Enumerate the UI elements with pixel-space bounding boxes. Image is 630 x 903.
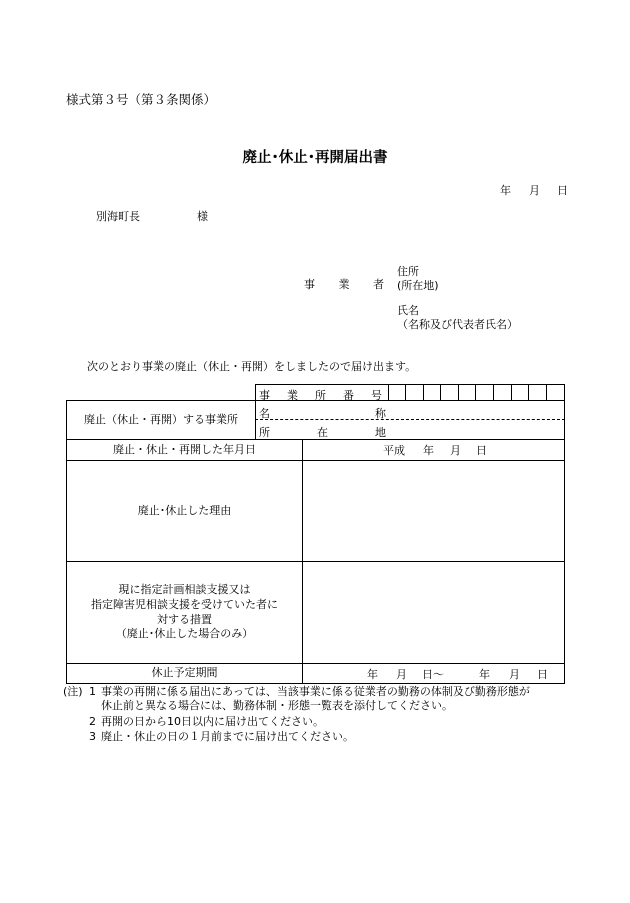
office-name-field[interactable]	[396, 401, 564, 419]
period-label: 休止予定期間	[151, 666, 218, 680]
era-label: 平成	[383, 444, 405, 457]
document-title: 廃止･休止･再開届出書	[242, 150, 388, 166]
date-day-label: 日	[557, 184, 568, 197]
end-month-label: 月	[509, 668, 520, 681]
office-name-label	[259, 405, 386, 421]
measures-label	[67, 562, 302, 663]
office-number-digit-5[interactable]	[459, 385, 475, 400]
label-char: 事	[259, 389, 270, 402]
applicant-label-char: 業	[338, 278, 350, 291]
note-text: 事業の再開に係る届出にあっては、当該事業に係る従業者の勤務の体制及び勤務形態が	[101, 685, 530, 698]
measures-label-line: 指定障害児相談支援を受けていた者に	[91, 597, 278, 611]
label-char: 番	[343, 389, 354, 402]
label-char: 地	[375, 426, 386, 439]
label-char: 業	[287, 389, 298, 402]
form-number-label: 様式第３号（第３条関係）	[66, 92, 217, 107]
office-number-digit-6[interactable]	[476, 385, 493, 400]
name-sub-label: （名称及び代表者氏名）	[397, 318, 518, 331]
measures-field[interactable]	[303, 562, 564, 663]
form-table	[66, 384, 565, 684]
office-location-field[interactable]	[396, 420, 564, 439]
office-number-digit-8[interactable]	[512, 385, 528, 400]
address-label: 住所	[397, 265, 419, 278]
note-number: 2	[89, 715, 96, 728]
end-day-label: 日	[537, 668, 548, 681]
office-label: 廃止（休止・再開）する事業所	[84, 412, 238, 426]
reason-label: 廃止･休止した理由	[137, 503, 232, 517]
applicant-label-char: 者	[373, 278, 384, 291]
office-location-label	[259, 424, 386, 440]
start-year-label: 年	[367, 668, 378, 681]
notes-prefix: (注)	[63, 685, 83, 698]
start-month-label: 月	[396, 668, 407, 681]
date-row-label: 廃止・休止・再開した年月日	[113, 442, 256, 456]
end-year-label: 年	[479, 668, 490, 681]
label-char: 在	[317, 426, 328, 439]
note-number: 1	[89, 685, 96, 698]
label-char: 称	[375, 407, 386, 420]
day-label: 日	[476, 444, 487, 457]
label-char: 所	[315, 389, 326, 402]
office-number-digit-2[interactable]	[406, 385, 423, 400]
note-number: 3	[89, 730, 96, 743]
measures-label-line: 現に指定計画相談支援又は	[118, 582, 251, 596]
applicant-label	[304, 279, 384, 290]
period-value[interactable]	[303, 664, 564, 683]
name-label: 氏名	[397, 304, 419, 317]
label-char: 名	[259, 407, 270, 420]
note-text: 廃止・休止の日の１月前までに届け出てください。	[101, 730, 354, 743]
office-number-digit-7[interactable]	[494, 385, 511, 400]
office-number-digit-4[interactable]	[441, 385, 458, 400]
measures-label-line: 対する措置	[157, 612, 212, 626]
measures-label-line: （廃止･休止した場合のみ）	[115, 627, 254, 641]
address-sub-label: (所在地)	[397, 279, 439, 292]
office-number-label	[259, 387, 382, 403]
month-label: 月	[450, 444, 461, 457]
office-number-digit-9[interactable]	[529, 385, 546, 400]
office-number-digit-3[interactable]	[424, 385, 440, 400]
year-label: 年	[423, 444, 434, 457]
label-char: 号	[371, 389, 382, 402]
date-year-label: 年	[500, 184, 511, 197]
start-day-label: 日〜	[422, 668, 444, 681]
applicant-label-char: 事	[304, 278, 315, 291]
office-number-digit-1[interactable]	[389, 385, 405, 400]
reason-field[interactable]	[303, 461, 564, 561]
intro-text: 次のとおり事業の廃止（休止・再開）をしましたので届け出ます。	[87, 360, 417, 373]
note-text: 再開の日から10日以内に届け出てください。	[101, 715, 324, 728]
addressee: 別海町長	[96, 210, 140, 223]
date-month-label: 月	[529, 184, 540, 197]
note-text: 休止前と異なる場合には、勤務体制・形態一覧表を添付してください。	[101, 699, 453, 712]
date-row-value[interactable]	[303, 440, 564, 460]
honorific: 様	[197, 210, 208, 223]
label-char: 所	[259, 426, 270, 439]
office-number-digit-10[interactable]	[547, 385, 564, 400]
